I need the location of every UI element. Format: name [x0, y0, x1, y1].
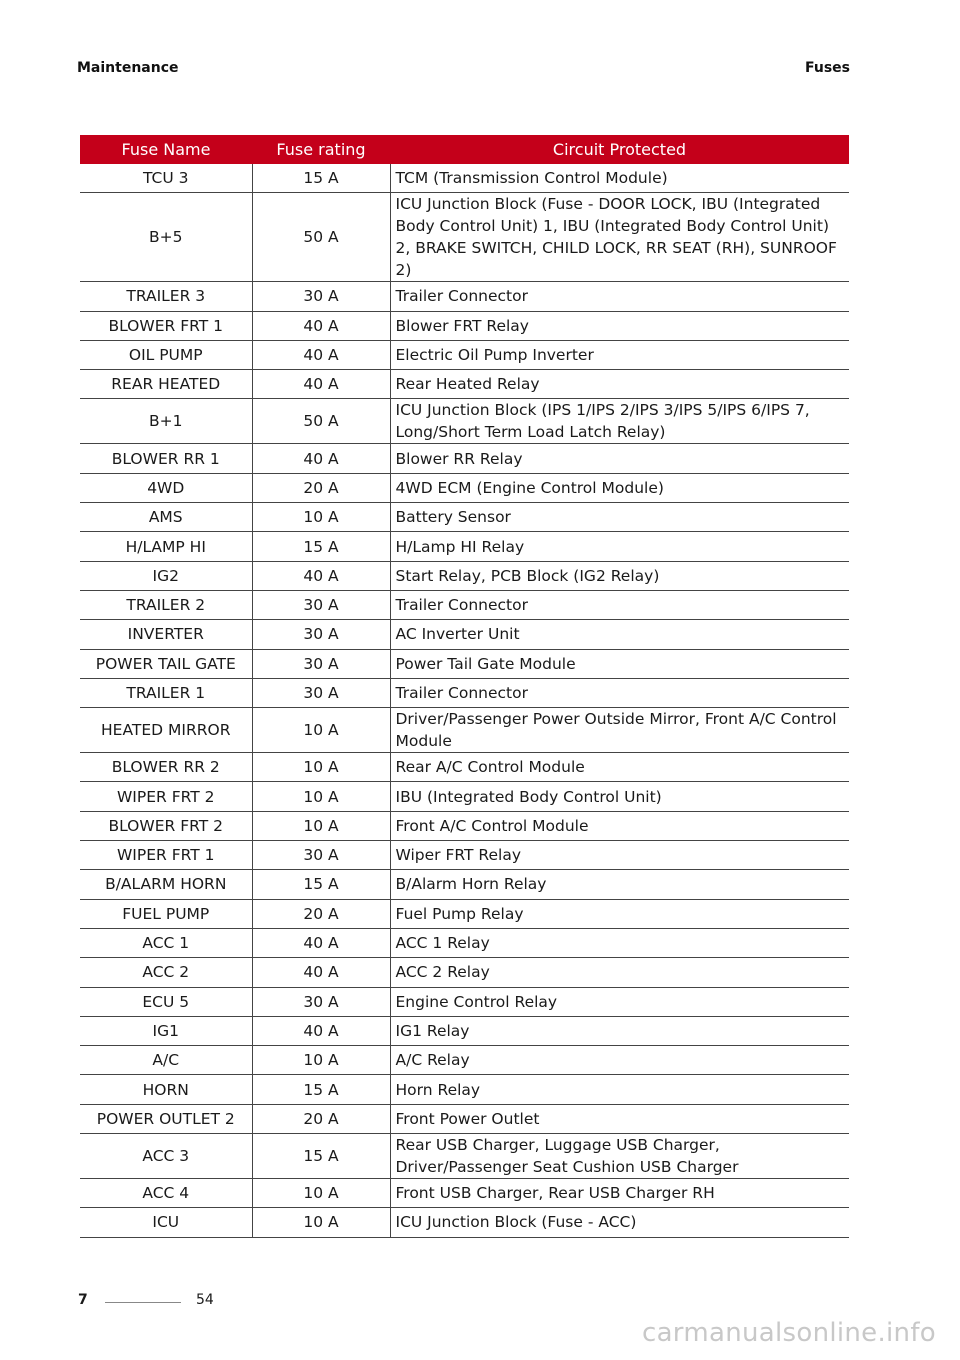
fuse-name-cell: REAR HEATED [80, 370, 252, 399]
circuit-protected-cell: Fuel Pump Relay [390, 899, 849, 928]
circuit-protected-cell: ACC 2 Relay [390, 958, 849, 987]
section-title: Maintenance [77, 60, 179, 76]
fuse-rating-cell: 30 A [252, 841, 390, 870]
circuit-protected-cell: Rear Heated Relay [390, 370, 849, 399]
table-row [80, 899, 849, 928]
circuit-protected-cell: Driver/Passenger Power Outside Mirror, Front A/C Control Module [390, 708, 849, 753]
table-row [80, 1104, 849, 1133]
circuit-protected-cell: Start Relay, PCB Block (IG2 Relay) [390, 561, 849, 590]
table-row [80, 708, 849, 753]
page-number: 54 [196, 1292, 214, 1308]
fuse-name-cell: TRAILER 3 [80, 282, 252, 311]
fuse-rating-cell: 40 A [252, 1016, 390, 1045]
table-row [80, 1179, 849, 1208]
table-row [80, 1046, 849, 1075]
fuse-rating-cell: 50 A [252, 399, 390, 444]
fuse-rating-cell: 30 A [252, 620, 390, 649]
table-row [80, 987, 849, 1016]
table-row [80, 1208, 849, 1237]
circuit-protected-cell: Power Tail Gate Module [390, 649, 849, 678]
fuse-name-cell: FUEL PUMP [80, 899, 252, 928]
fuse-rating-cell: 10 A [252, 753, 390, 782]
circuit-protected-cell: ICU Junction Block (Fuse - DOOR LOCK, IBU (Integrated Body Control Unit) 1, IBU (Integrated Body Control Unit) 2, BRAKE SWITCH, CHILD LOCK, RR SEAT (RH), SUNROOF 2) [390, 193, 849, 282]
fuse-name-cell: HEATED MIRROR [80, 708, 252, 753]
table-row [80, 164, 849, 193]
fuse-rating-cell: 40 A [252, 928, 390, 957]
watermark: carmanualsonline.info [641, 1318, 936, 1348]
circuit-protected-cell: Front A/C Control Module [390, 811, 849, 840]
table-row [80, 282, 849, 311]
fuse-rating-cell: 40 A [252, 958, 390, 987]
fuse-rating-cell: 50 A [252, 193, 390, 282]
table-row [80, 311, 849, 340]
fuse-rating-cell: 10 A [252, 1046, 390, 1075]
circuit-protected-cell: Rear USB Charger, Luggage USB Charger, Driver/Passenger Seat Cushion USB Charger [390, 1134, 849, 1179]
circuit-protected-cell: Rear A/C Control Module [390, 753, 849, 782]
fuse-rating-cell: 20 A [252, 899, 390, 928]
fuse-name-cell: B/ALARM HORN [80, 870, 252, 899]
fuse-rating-cell: 30 A [252, 678, 390, 707]
circuit-protected-cell: Front USB Charger, Rear USB Charger RH [390, 1179, 849, 1208]
fuse-name-cell: B+1 [80, 399, 252, 444]
table-row [80, 928, 849, 957]
fuse-rating-cell: 40 A [252, 444, 390, 473]
circuit-protected-cell: Electric Oil Pump Inverter [390, 340, 849, 369]
fuse-rating-cell: 40 A [252, 561, 390, 590]
fuse-name-cell: ACC 4 [80, 1179, 252, 1208]
fuse-rating-cell: 15 A [252, 870, 390, 899]
table-row [80, 1134, 849, 1179]
table-row [80, 678, 849, 707]
fuse-name-cell: BLOWER RR 1 [80, 444, 252, 473]
column-header-fuse-name: Fuse Name [80, 135, 252, 164]
fuse-name-cell: WIPER FRT 2 [80, 782, 252, 811]
fuse-name-cell: B+5 [80, 193, 252, 282]
table-row [80, 503, 849, 532]
fuse-name-cell: A/C [80, 1046, 252, 1075]
table-row [80, 532, 849, 561]
fuse-name-cell: ACC 3 [80, 1134, 252, 1179]
fuse-rating-cell: 15 A [252, 1075, 390, 1104]
fuse-rating-cell: 10 A [252, 811, 390, 840]
fuse-name-cell: BLOWER RR 2 [80, 753, 252, 782]
table-row [80, 753, 849, 782]
footer-divider [105, 1302, 181, 1303]
fuse-table-body [80, 164, 849, 1237]
table-row [80, 870, 849, 899]
fuse-rating-cell: 10 A [252, 708, 390, 753]
circuit-protected-cell: ACC 1 Relay [390, 928, 849, 957]
column-header-circuit-protected: Circuit Protected [390, 135, 849, 164]
table-row [80, 399, 849, 444]
circuit-protected-cell: A/C Relay [390, 1046, 849, 1075]
table-row [80, 340, 849, 369]
table-row [80, 1075, 849, 1104]
fuse-name-cell: 4WD [80, 473, 252, 502]
table-row [80, 958, 849, 987]
circuit-protected-cell: TCM (Transmission Control Module) [390, 164, 849, 193]
circuit-protected-cell: Blower FRT Relay [390, 311, 849, 340]
table-row [80, 649, 849, 678]
fuse-rating-cell: 40 A [252, 340, 390, 369]
fuse-rating-cell: 10 A [252, 782, 390, 811]
circuit-protected-cell: Trailer Connector [390, 590, 849, 619]
table-row [80, 811, 849, 840]
chapter-number: 7 [78, 1292, 88, 1308]
table-row [80, 370, 849, 399]
fuse-rating-cell: 20 A [252, 473, 390, 502]
circuit-protected-cell: H/Lamp HI Relay [390, 532, 849, 561]
topic-title: Fuses [805, 60, 850, 76]
circuit-protected-cell: 4WD ECM (Engine Control Module) [390, 473, 849, 502]
fuse-name-cell: INVERTER [80, 620, 252, 649]
fuse-table [80, 135, 849, 1238]
fuse-rating-cell: 40 A [252, 311, 390, 340]
fuse-name-cell: OIL PUMP [80, 340, 252, 369]
table-row [80, 473, 849, 502]
fuse-name-cell: IG2 [80, 561, 252, 590]
fuse-name-cell: ECU 5 [80, 987, 252, 1016]
fuse-rating-cell: 30 A [252, 282, 390, 311]
circuit-protected-cell: AC Inverter Unit [390, 620, 849, 649]
fuse-name-cell: TCU 3 [80, 164, 252, 193]
fuse-rating-cell: 30 A [252, 987, 390, 1016]
fuse-rating-cell: 10 A [252, 1208, 390, 1237]
fuse-rating-cell: 30 A [252, 590, 390, 619]
table-row [80, 620, 849, 649]
circuit-protected-cell: Front Power Outlet [390, 1104, 849, 1133]
fuse-name-cell: ACC 1 [80, 928, 252, 957]
table-row [80, 193, 849, 282]
table-row [80, 561, 849, 590]
circuit-protected-cell: Blower RR Relay [390, 444, 849, 473]
circuit-protected-cell: Wiper FRT Relay [390, 841, 849, 870]
fuse-name-cell: HORN [80, 1075, 252, 1104]
fuse-rating-cell: 20 A [252, 1104, 390, 1133]
circuit-protected-cell: IG1 Relay [390, 1016, 849, 1045]
fuse-name-cell: IG1 [80, 1016, 252, 1045]
fuse-rating-cell: 10 A [252, 503, 390, 532]
circuit-protected-cell: Battery Sensor [390, 503, 849, 532]
circuit-protected-cell: ICU Junction Block (IPS 1/IPS 2/IPS 3/IPS 5/IPS 6/IPS 7, Long/Short Term Load Latch Relay) [390, 399, 849, 444]
circuit-protected-cell: IBU (Integrated Body Control Unit) [390, 782, 849, 811]
fuse-name-cell: POWER TAIL GATE [80, 649, 252, 678]
table-row [80, 590, 849, 619]
fuse-name-cell: H/LAMP HI [80, 532, 252, 561]
fuse-rating-cell: 15 A [252, 532, 390, 561]
fuse-name-cell: WIPER FRT 1 [80, 841, 252, 870]
fuse-rating-cell: 15 A [252, 1134, 390, 1179]
fuse-name-cell: BLOWER FRT 2 [80, 811, 252, 840]
fuse-rating-cell: 40 A [252, 370, 390, 399]
circuit-protected-cell: Horn Relay [390, 1075, 849, 1104]
table-header-row [80, 135, 849, 164]
fuse-rating-cell: 15 A [252, 164, 390, 193]
circuit-protected-cell: Trailer Connector [390, 282, 849, 311]
circuit-protected-cell: Engine Control Relay [390, 987, 849, 1016]
fuse-name-cell: POWER OUTLET 2 [80, 1104, 252, 1133]
fuse-rating-cell: 10 A [252, 1179, 390, 1208]
fuse-name-cell: BLOWER FRT 1 [80, 311, 252, 340]
circuit-protected-cell: Trailer Connector [390, 678, 849, 707]
fuse-name-cell: ICU [80, 1208, 252, 1237]
fuse-name-cell: ACC 2 [80, 958, 252, 987]
fuse-rating-cell: 30 A [252, 649, 390, 678]
table-row [80, 841, 849, 870]
fuse-name-cell: TRAILER 1 [80, 678, 252, 707]
fuse-name-cell: TRAILER 2 [80, 590, 252, 619]
table-row [80, 444, 849, 473]
table-row [80, 782, 849, 811]
table-row [80, 1016, 849, 1045]
circuit-protected-cell: ICU Junction Block (Fuse - ACC) [390, 1208, 849, 1237]
fuse-name-cell: AMS [80, 503, 252, 532]
column-header-fuse-rating: Fuse rating [252, 135, 390, 164]
circuit-protected-cell: B/Alarm Horn Relay [390, 870, 849, 899]
